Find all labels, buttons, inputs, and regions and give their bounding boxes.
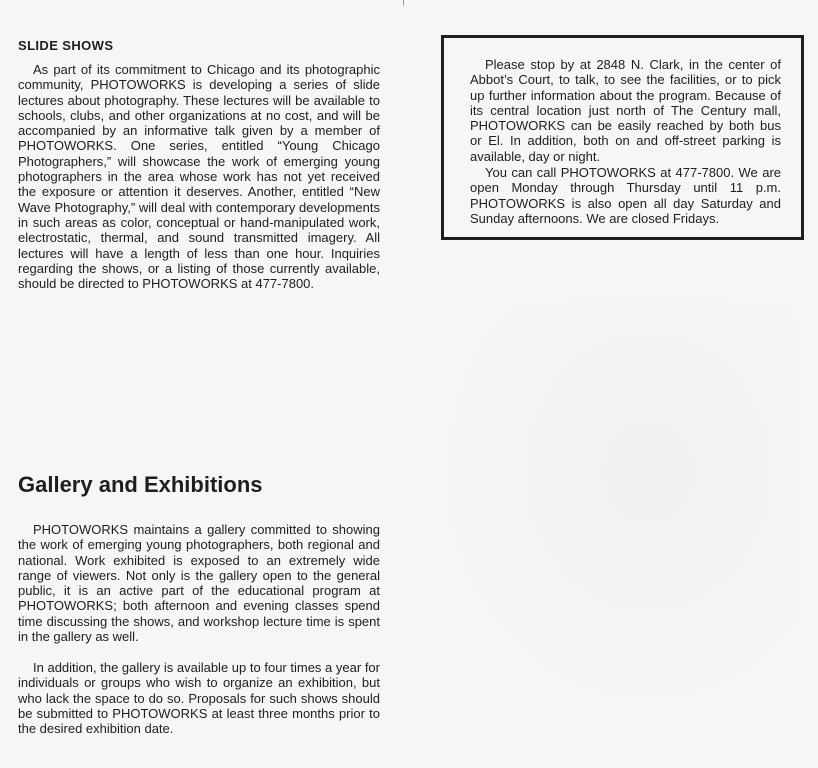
hours-info-paragraph: You can call PHOTOWORKS at 477-7800. We are open Monday through Thursday until 11 p.m. PHOTOWORKS is also open all day Saturday and Sunday afternoons. We are closed Fridays. xyxy=(470,165,781,226)
page-crease-mark xyxy=(403,0,404,6)
visit-info-box xyxy=(441,35,804,240)
slide-shows-paragraph: As part of its commitment to Chicago and its photographic community, PHOTOWORKS is developing a series of slide lectures about photography. These lectures will be available to schools, clubs, and other organizations at no cost, and will be accompanied by an informative talk given by a member of PHOTOWORKS. One series, entitled “Young Chicago Photographers,” will showcase the work of emerging young photographers in the area whose work has not yet received the exposure or attention it deserves. Another, entitled “New Wave Photography,” will deal with contemporary developments in such areas as color, conceptual or hand-manipulated work, electrostatic, thermal, and sound transmitted imagery. All lectures will have a length of less than one hour. Inquiries regarding the shows, or a listing of those currently available, should be directed to PHOTOWORKS at 477-7800. xyxy=(18,62,380,292)
gallery-heading: Gallery and Exhibitions xyxy=(18,472,263,497)
bleed-through-shadow xyxy=(420,300,800,730)
gallery-paragraph-2: In addition, the gallery is available up to four times a year for individuals or groups who wish to organize an exhibition, but who lack the space to do so. Proposals for such shows should be submitted to PHOTOWORKS at least three months prior to the desired exhibition date. xyxy=(18,660,380,737)
gallery-paragraph-1: PHOTOWORKS maintains a gallery committed to showing the work of emerging young photographers, both regional and national. Work exhibited is exposed to an extremely wide range of viewers. Not only is the gallery open to the general public, it is an active part of the educational program at PHOTOWORKS; both afternoon and evening classes spend time discussing the shows, and workshop lecture time is spent in the gallery as well. xyxy=(18,522,380,645)
slide-shows-heading: SLIDE SHOWS xyxy=(18,38,114,53)
visit-info-paragraph: Please stop by at 2848 N. Clark, in the center of Abbot’s Court, to talk, to see the facilities, or to pick up further information about the program. Because of its central location just north of The Century mall, PHOTOWORKS can be easily reached by both bus or El. In addition, both on and off-street parking is available, day or night. xyxy=(470,57,781,164)
